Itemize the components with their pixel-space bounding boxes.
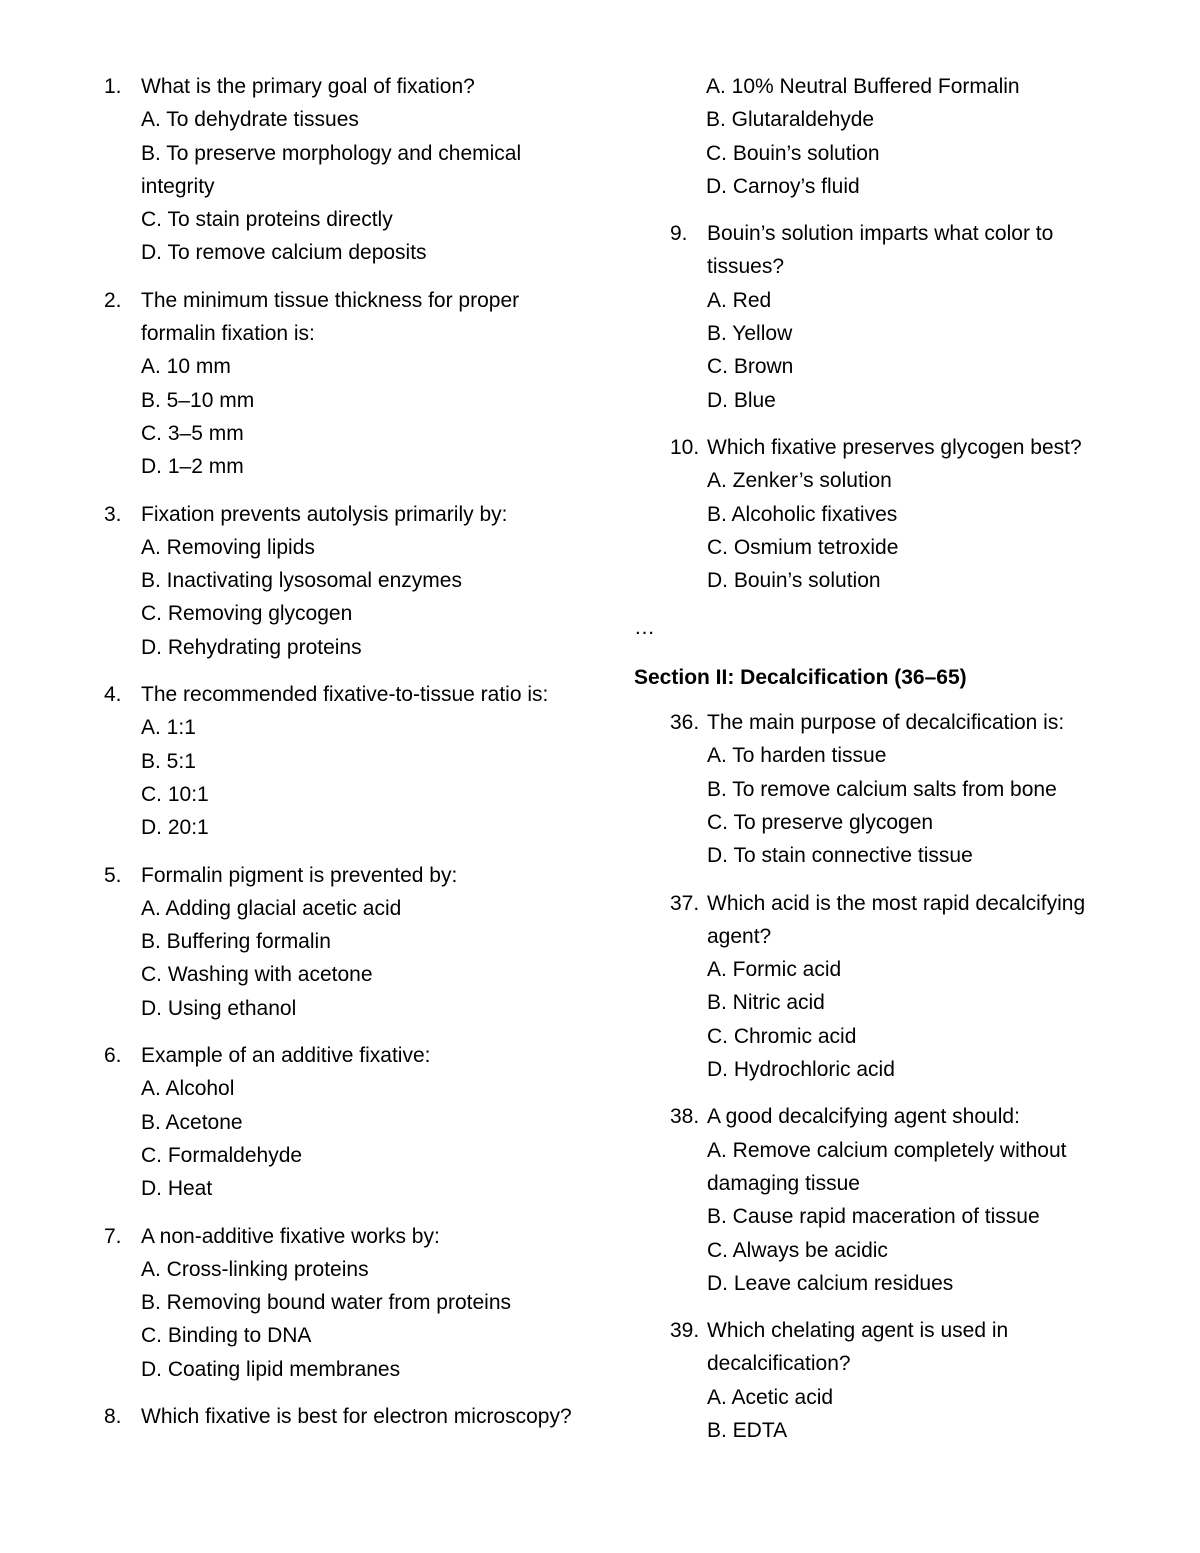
continued-options xyxy=(670,70,1134,203)
question-stem: A non-additive fixative works by: xyxy=(141,1224,440,1248)
question-number: 6. xyxy=(104,1044,122,1068)
answer-option: B. To remove calcium salts from bone xyxy=(707,777,1057,801)
question-row xyxy=(670,706,1134,739)
question-number: 8. xyxy=(104,1404,122,1428)
answer-option: A. Zenker’s solution xyxy=(707,469,892,493)
question-stem: Bouin’s solution imparts what color to tissues? xyxy=(707,222,1054,279)
question-item xyxy=(670,706,1134,872)
answer-option: B. Yellow xyxy=(707,322,793,346)
question-row xyxy=(670,217,1134,284)
answer-option: B. Nitric acid xyxy=(707,991,825,1015)
question-number: 3. xyxy=(104,502,122,526)
question-row xyxy=(104,70,574,103)
question-row xyxy=(670,1314,1134,1381)
answer-option: D. 1–2 mm xyxy=(141,455,244,479)
answer-option: B. EDTA xyxy=(707,1418,788,1442)
question-number: 2. xyxy=(104,288,122,312)
question-row xyxy=(104,1039,574,1072)
answer-option: C. To stain proteins directly xyxy=(141,208,393,232)
question-number: 39. xyxy=(670,1319,700,1343)
answer-option: D. To stain connective tissue xyxy=(707,844,973,868)
answer-option: A. Alcohol xyxy=(141,1077,235,1101)
question-stem: Example of an additive fixative: xyxy=(141,1044,431,1068)
question-number: 38. xyxy=(670,1105,700,1129)
answer-option: A. To dehydrate tissues xyxy=(141,108,359,132)
answer-option: D. Hydrochloric acid xyxy=(707,1058,895,1082)
question-item xyxy=(104,498,574,664)
question-row xyxy=(104,284,574,351)
answer-option: D. Using ethanol xyxy=(141,996,297,1020)
question-stem: Which fixative is best for electron microscopy? xyxy=(141,1404,572,1428)
question-number: 1. xyxy=(104,75,122,98)
question-number: 5. xyxy=(104,863,122,887)
question-stem: The minimum tissue thickness for proper formalin fixation is: xyxy=(141,288,520,346)
ellipsis: … xyxy=(634,616,655,640)
answer-option: D. Blue xyxy=(707,388,776,412)
question-item xyxy=(104,284,574,484)
answer-option: B. To preserve morphology and chemical integrity xyxy=(141,141,522,198)
right-column xyxy=(634,70,1134,1461)
question-stem: A good decalcifying agent should: xyxy=(707,1105,1020,1129)
answer-option: D. Bouin’s solution xyxy=(707,569,881,593)
answer-option: C. Osmium tetroxide xyxy=(707,535,899,559)
answer-option: D. Leave calcium residues xyxy=(707,1271,954,1295)
answer-option: A. Acetic acid xyxy=(707,1385,834,1409)
question-number: 37. xyxy=(670,891,700,915)
question-stem: What is the primary goal of fixation? xyxy=(141,75,475,98)
question-row xyxy=(104,678,574,711)
question-item xyxy=(104,1400,574,1433)
answer-option: A. Remove calcium completely without damaging tissue xyxy=(707,1138,1067,1195)
question-item xyxy=(670,1314,1134,1447)
questions-group-a xyxy=(634,217,1134,597)
answer-option: C. 10:1 xyxy=(141,782,209,806)
answer-option: A. Adding glacial acetic acid xyxy=(141,896,402,920)
question-item xyxy=(104,70,574,270)
question-stem: The recommended fixative-to-tissue ratio is: xyxy=(141,683,549,707)
answer-option: C. Brown xyxy=(707,355,794,379)
answer-option: D. Heat xyxy=(141,1177,213,1201)
question-row xyxy=(104,1400,574,1433)
answer-option: B. Removing bound water from proteins xyxy=(141,1291,512,1315)
answer-option: C. Removing glycogen xyxy=(141,602,353,626)
question-number: 9. xyxy=(670,222,688,246)
question-row xyxy=(104,498,574,531)
question-stem: Which fixative preserves glycogen best? xyxy=(707,435,1082,459)
answer-option: B. 5:1 xyxy=(141,749,196,773)
question-row xyxy=(670,1100,1134,1133)
answer-option: A. Formic acid xyxy=(707,958,842,982)
question-item xyxy=(670,1100,1134,1300)
question-stem: The main purpose of decalcification is: xyxy=(707,711,1065,735)
question-number: 7. xyxy=(104,1224,122,1248)
question-item xyxy=(104,1220,574,1386)
answer-option: C. Chromic acid xyxy=(707,1024,857,1048)
question-row xyxy=(670,887,1134,954)
answer-option: D. Coating lipid membranes xyxy=(141,1357,401,1381)
question-stem: Which acid is the most rapid decalcifying agent? xyxy=(707,891,1086,948)
answer-option: D. 20:1 xyxy=(141,816,209,840)
answer-option: B. Acetone xyxy=(141,1110,243,1134)
question-item xyxy=(670,217,1134,417)
question-stem: Fixation prevents autolysis primarily by: xyxy=(141,502,508,526)
question-row xyxy=(104,859,574,892)
answer-option: D. Rehydrating proteins xyxy=(141,635,362,659)
answer-option: D. Carnoy’s fluid xyxy=(706,174,860,198)
question-row xyxy=(670,431,1134,464)
answer-option: C. Formaldehyde xyxy=(141,1143,303,1167)
answer-option: A. 1:1 xyxy=(141,716,196,740)
answer-option: D. To remove calcium deposits xyxy=(141,241,427,265)
question-row xyxy=(104,1220,574,1253)
question-item xyxy=(104,678,574,844)
answer-option: B. Buffering formalin xyxy=(141,930,331,954)
answer-option: B. Inactivating lysosomal enzymes xyxy=(141,569,462,593)
question-item xyxy=(670,887,1134,1087)
answer-option: A. 10% Neutral Buffered Formalin xyxy=(706,75,1020,98)
answer-option: C. Bouin’s solution xyxy=(706,141,880,165)
question-number: 10. xyxy=(670,435,700,459)
answer-option: A. Cross-linking proteins xyxy=(141,1257,369,1281)
answer-option: A. To harden tissue xyxy=(707,744,887,768)
answer-option: C. 3–5 mm xyxy=(141,421,244,445)
left-column xyxy=(104,70,574,1447)
question-number: 4. xyxy=(104,683,122,707)
question-stem: Which chelating agent is used in decalcification? xyxy=(707,1319,1009,1376)
answer-option: C. Washing with acetone xyxy=(141,963,373,987)
answer-option: B. Cause rapid maceration of tissue xyxy=(707,1205,1040,1229)
question-item xyxy=(104,859,574,1025)
answer-option: A. Red xyxy=(707,288,772,312)
question-item xyxy=(104,1039,574,1205)
answer-option: B. 5–10 mm xyxy=(141,388,255,412)
question-number: 36. xyxy=(670,711,700,735)
answer-option: B. Alcoholic fixatives xyxy=(707,502,898,526)
question-stem: Formalin pigment is prevented by: xyxy=(141,863,458,887)
question-item xyxy=(670,431,1134,597)
answer-option: C. Always be acidic xyxy=(707,1238,888,1262)
answer-option: C. To preserve glycogen xyxy=(707,810,934,834)
answer-option: B. Glutaraldehyde xyxy=(706,108,875,132)
answer-option: C. Binding to DNA xyxy=(141,1324,312,1348)
section-title: Section II: Decalcification (36–65) xyxy=(634,665,967,689)
questions-group-b xyxy=(634,706,1134,1447)
answer-option: A. Removing lipids xyxy=(141,535,315,559)
answer-option: A. 10 mm xyxy=(141,355,231,379)
